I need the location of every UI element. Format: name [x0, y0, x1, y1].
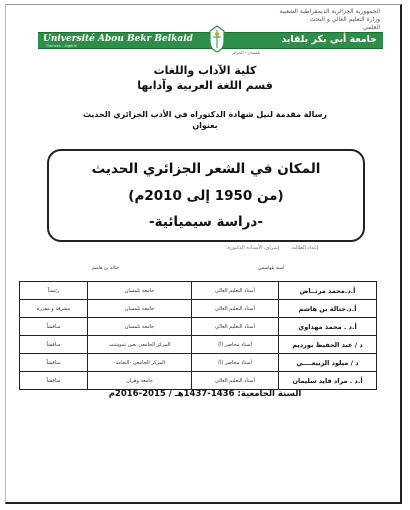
republic-line: الجمهورية الجزائرية الديمقراطية الشعبية	[279, 8, 380, 15]
jury-member-rank: أستاذ التعليم العالي	[192, 300, 279, 318]
jury-row	[20, 354, 377, 372]
jury-member-name: أ.د.محمد مرتــاض	[279, 282, 377, 300]
supervisor-name: خثالة بن هاشم	[92, 266, 120, 271]
jury-member-name: أ.د.خثالة بن هاشم	[279, 300, 377, 318]
thesis-title-line-2: (من 1950 إلى 2010م)	[128, 188, 284, 204]
faculty-name: كلية الآداب واللغات	[153, 64, 257, 77]
jury-member-institution: جامعة تلمسان	[88, 282, 192, 300]
jury-row	[20, 372, 377, 390]
jury-row	[20, 282, 377, 300]
jury-member-institution: المركز الجامعي بعين تموشنت	[88, 336, 192, 354]
jury-member-role: مناقشاً	[20, 336, 88, 354]
jury-member-rank: أستاذ محاضر (أ)	[192, 354, 279, 372]
jury-member-role: رئيساً	[20, 282, 88, 300]
jury-member-role: مناقشاً	[20, 354, 88, 372]
jury-table	[19, 281, 377, 390]
jury-member-role: مناقشاً	[20, 372, 88, 390]
jury-member-institution: جامعة تلمسان	[88, 318, 192, 336]
jury-member-institution: المركز الجامعي -النعامة-	[88, 354, 192, 372]
ministry-line-1: وزارة التعليم العالي و البحث	[309, 16, 380, 23]
academic-year: السنة الجامعية: 1436-1437هـ / 2015-2016م	[108, 389, 302, 399]
thesis-title-line-1: المكان في الشعر الجزائري الحديث	[91, 161, 321, 177]
jury-member-role: مشرفة و مقررة	[20, 300, 88, 318]
jury-row	[20, 300, 377, 318]
university-location-ar: تلمسان - الجزائر	[232, 50, 261, 55]
jury-member-institution: جامعة تلمسان	[88, 300, 192, 318]
department-name: قسم اللغة العربية وآدابها	[137, 79, 273, 92]
jury-member-rank: أستاذ التعليم العالي	[192, 282, 279, 300]
jury-member-name: أ.د . محمد مهداوي	[279, 318, 377, 336]
jury-member-name: أ.د . مراد قايد سليمان	[279, 372, 377, 390]
jury-row	[20, 318, 377, 336]
jury-member-institution: جامعة وهران	[88, 372, 192, 390]
jury-member-name: د / ميلود الربيعــــي	[279, 354, 377, 372]
university-logo-icon	[208, 25, 226, 53]
thesis-titled: بعنوان	[192, 121, 218, 130]
student-name: أمينة بلهاشمي	[258, 266, 285, 271]
university-name-fr: Université Abou Bekr Belkaid	[43, 34, 193, 44]
jury-member-rank: أستاذ التعليم العالي	[192, 372, 279, 390]
jury-member-rank: أستاذ التعليم العالي	[192, 318, 279, 336]
header-ministry	[150, 8, 380, 32]
thesis-title-line-3: -دراسة سيميائية-	[149, 214, 263, 230]
student-label: إعداد الطالبة:	[290, 245, 319, 251]
supervisor-label: إشراف الأستاذة الدكتورة:	[226, 245, 280, 251]
jury-member-name: د / عبد الحفيظ بورديم	[279, 336, 377, 354]
ministry-line-2: العلمي	[363, 24, 380, 31]
university-location-fr: Tlemcen - Algérie	[46, 44, 77, 48]
jury-member-role: مناقشاً	[20, 318, 88, 336]
thesis-title-box	[47, 149, 365, 242]
jury-row	[20, 336, 377, 354]
university-name-ar: جامعة أبي بكر بلقايد	[281, 34, 377, 45]
thesis-purpose: رسالة مقدمة لنيل شهادة الدكتوراه في الأدب الجزائري الحديث	[82, 110, 328, 119]
jury-member-rank: أستاذ محاضر (أ)	[192, 336, 279, 354]
